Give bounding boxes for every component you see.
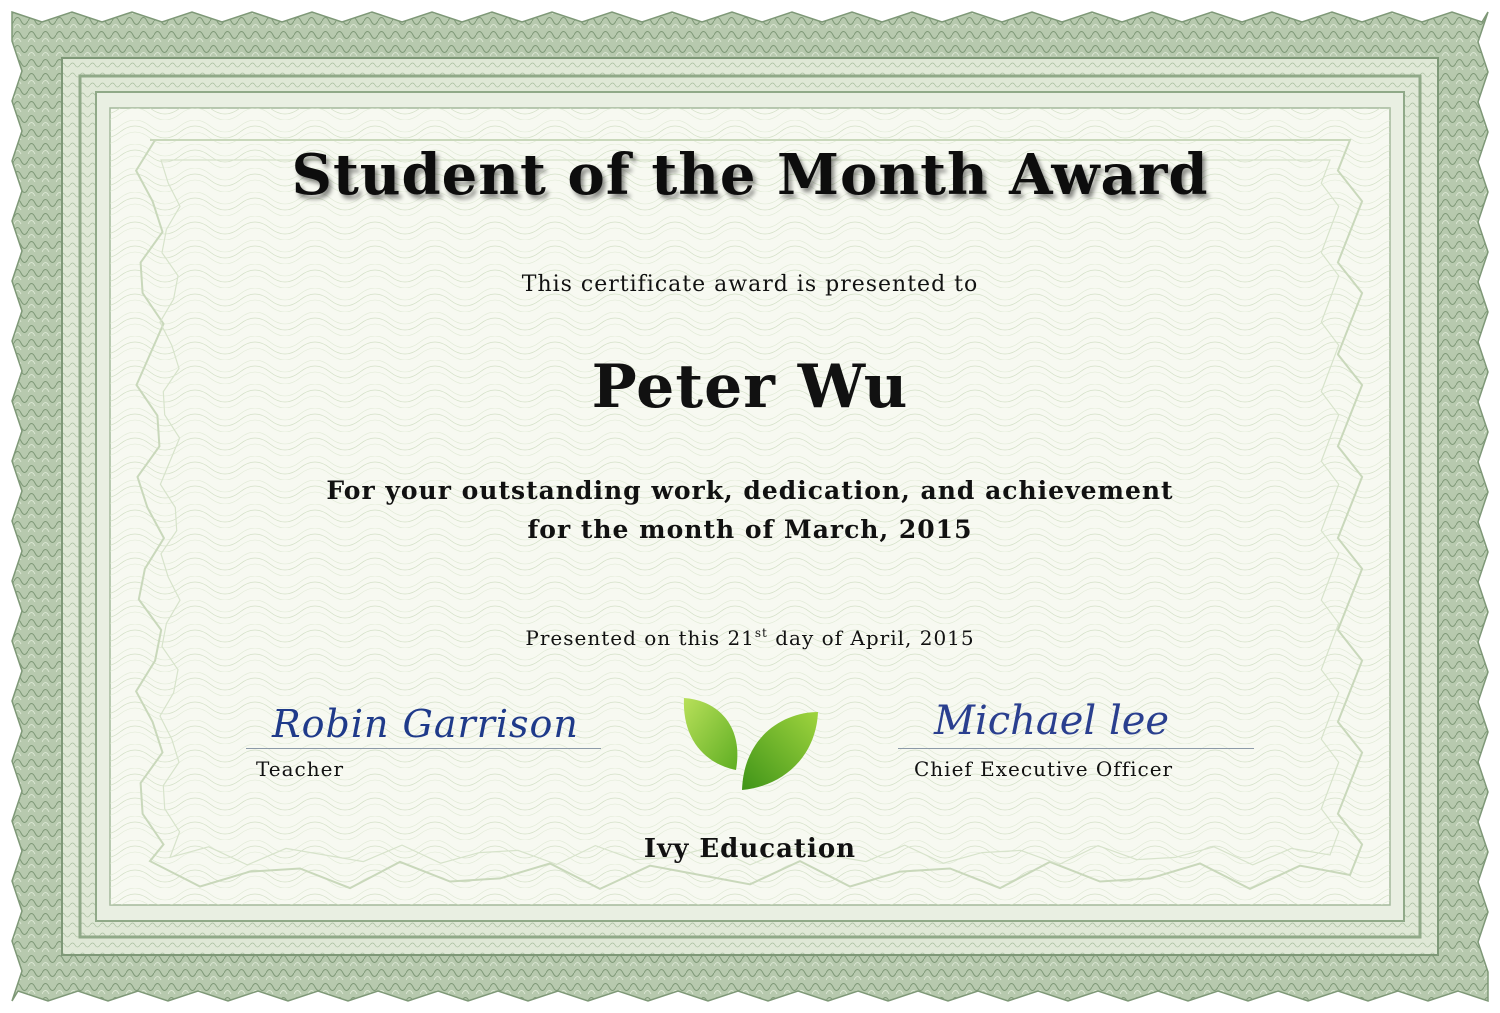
organization-name: Ivy Education	[643, 834, 857, 864]
presented-date	[0, 626, 1500, 650]
teacher-signature-line	[246, 748, 601, 749]
teacher-role: Teacher	[256, 757, 345, 781]
recipient-name: Peter Wu	[591, 352, 909, 422]
ceo-signature: Michael lee	[934, 698, 1170, 744]
award-reason-line-2: for the month of March, 2015	[527, 515, 973, 544]
certificate-title: Student of the Month Award	[291, 142, 1209, 208]
ceo-signature-line	[898, 748, 1254, 749]
presented-date-ordinal: st	[754, 626, 768, 640]
teacher-signature: Robin Garrison	[272, 702, 579, 746]
ceo-role: Chief Executive Officer	[914, 757, 1174, 781]
award-reason-line-1: For your outstanding work, dedication, and achievement	[326, 476, 1174, 505]
leaf-icon	[676, 694, 826, 796]
presented-date-prefix: Presented on this 21	[525, 626, 755, 650]
presented-to-text: This certificate award is presented to	[521, 272, 979, 297]
presented-date-suffix: day of April, 2015	[767, 626, 975, 650]
